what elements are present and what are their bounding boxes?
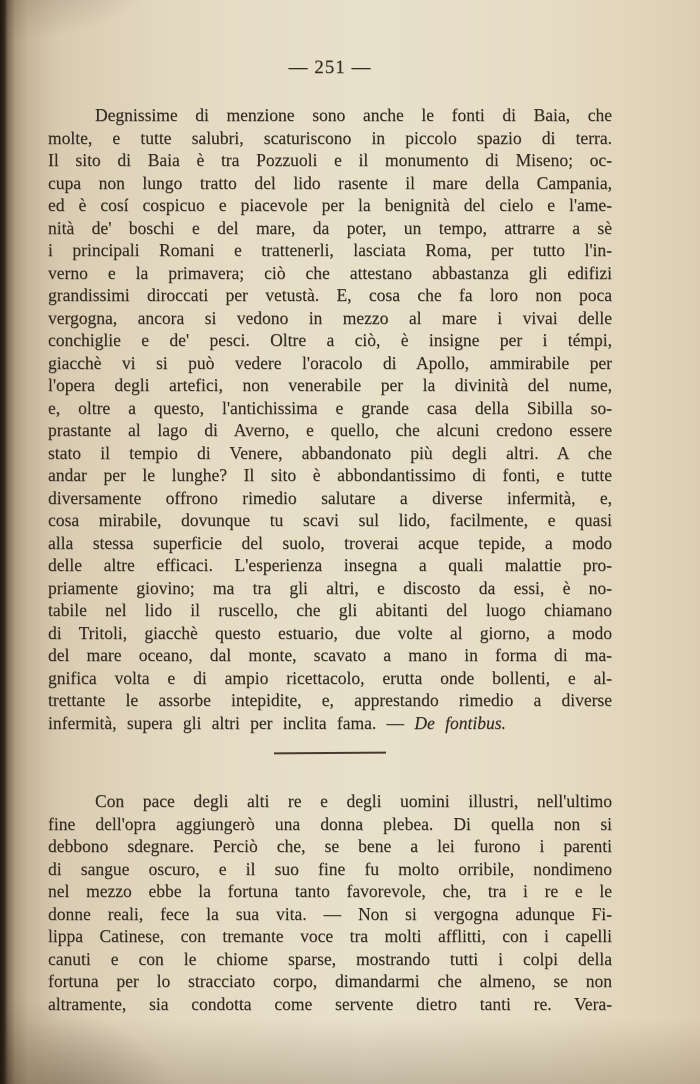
italic-text: De fontibus. <box>414 712 506 733</box>
text-line <box>48 880 612 903</box>
text-segment: tabile nel lido il ruscello, che gli abitanti del luogo chiamano <box>48 600 612 620</box>
text-line <box>48 554 612 577</box>
page-number: — 251 — <box>288 57 372 78</box>
text-segment: di sangue oscuro, e il suo fine fu molto orribile, nondimeno <box>48 858 612 879</box>
text-line <box>48 835 612 858</box>
text-segment: molte, e tutte salubri, scaturiscono in piccolo spazio di terra. <box>48 127 612 148</box>
text-line <box>48 307 612 330</box>
text-segment: nità de' boschi e del mare, da poter, un tempo, attrarre a sè <box>48 217 612 238</box>
text-line <box>48 352 612 375</box>
text-segment: trettante le assorbe intepidite, e, apprestando rimedio a diverse <box>48 690 612 710</box>
text-line <box>48 262 612 285</box>
text-line <box>48 284 612 307</box>
text-segment: delle altre efficaci. L'esperienza insegna a quali malattie pro- <box>48 555 612 575</box>
text-segment: fortuna per lo stracciato corpo, dimandarmi che almeno, se non <box>48 971 612 991</box>
text-line <box>48 858 612 881</box>
section-divider <box>274 752 386 755</box>
text-segment: nel mezzo ebbe la fortuna tanto favorevole, che, tra i re e le <box>48 881 612 901</box>
text-line <box>48 599 612 622</box>
text-segment: lippa Catinese, con tremante voce tra molti afflitti, con i capelli <box>48 926 612 946</box>
text-line <box>48 509 612 532</box>
text-line <box>48 149 612 172</box>
text-segment: priamente giovino; ma tra gli altri, e discosto da essi, è no- <box>48 577 612 598</box>
text-segment: canuti e con le chiome sparse, mostrando tutti i colpi della <box>48 948 612 969</box>
text-line <box>48 194 612 217</box>
text-segment: conchiglie e de' pesci. Oltre a ciò, è insigne per i témpi, <box>48 330 612 350</box>
text-segment: di Tritoli, giacchè questo estuario, due volte al giorno, a modo <box>48 622 612 643</box>
text-line <box>48 329 612 352</box>
text-segment: alla stessa superficie del suolo, troverai acque tepide, a modo <box>48 532 612 553</box>
text-line <box>48 442 612 465</box>
text-line <box>48 948 612 971</box>
text-line <box>48 239 612 262</box>
text-line <box>48 487 612 510</box>
text-line <box>48 622 612 645</box>
text-line <box>48 667 612 690</box>
paragraph <box>48 104 612 734</box>
text-line <box>48 532 612 555</box>
text-segment: l'opera degli artefici, non venerabile per la divinità del nume, <box>48 375 612 395</box>
text-line <box>48 903 612 926</box>
text-segment: infermità, supera gli altri per inclita fama. — <box>48 712 415 733</box>
text-segment: cupa non lungo tratto del lido rasente il mare della Campania, <box>48 172 612 193</box>
text-line <box>48 374 612 397</box>
text-segment: cosa mirabile, dovunque tu scavi sul lido, facilmente, e quasi <box>48 510 612 530</box>
text-segment: del mare oceano, dal monte, scavato a mano in forma di ma- <box>48 645 612 665</box>
text-line <box>48 104 612 127</box>
text-segment: stato il tempio di Venere, abbandonato più degli altri. A che <box>48 442 612 463</box>
text-line <box>48 689 612 712</box>
text-line <box>48 397 612 420</box>
text-segment: vergogna, ancora si vedono in mezzo al mare i vivai delle <box>48 307 612 328</box>
text-line <box>48 970 612 993</box>
text-line <box>48 127 612 150</box>
text-line <box>48 644 612 667</box>
text-line <box>48 577 612 600</box>
text-segment: gnifica volta e di ampio ricettacolo, erutta onde bollenti, e al- <box>48 667 612 688</box>
text-line <box>48 419 612 442</box>
text-segment: verno e la primavera; ciò che attestano abbastanza gli edifizi <box>48 262 612 283</box>
text-segment: prastante al lago di Averno, e quello, che alcuni credono essere <box>48 420 612 440</box>
text-line <box>48 712 612 735</box>
text-line <box>48 217 612 240</box>
text-segment: Il sito di Baia è tra Pozzuoli e il monumento di Miseno; oc- <box>48 150 612 170</box>
text-line <box>48 172 612 195</box>
text-line <box>48 790 612 813</box>
text-segment: Degnissime di menzione sono anche le fonti di Baia, che <box>95 105 612 125</box>
text-segment: donne reali, fece la sua vita. — Non si vergogna adunque Fi- <box>48 903 612 924</box>
text-segment: i principali Romani e trattenerli, lasciata Roma, per tutto l'in- <box>48 240 612 260</box>
paragraph <box>48 790 612 1015</box>
text-segment: diversamente offrono rimedio salutare a diverse infermità, e, <box>48 487 612 508</box>
text-segment: andar per le lunghe? Il sito è abbondantissimo di fonti, e tutte <box>48 465 612 485</box>
text-line <box>48 813 612 836</box>
text-line <box>48 464 612 487</box>
text-segment: giacchè vi si può vedere l'oracolo di Apollo, ammirabile per <box>48 352 612 373</box>
text-segment: Con pace degli alti re e degli uomini illustri, nell'ultimo <box>95 791 612 811</box>
text-segment: fine dell'opra aggiungerò una donna plebea. Di quella non si <box>48 813 612 834</box>
section-divider-row <box>48 752 612 754</box>
text-segment: e, oltre a questo, l'antichissima e grande casa della Sibilla so- <box>48 397 612 418</box>
text-line <box>48 925 612 948</box>
text-segment: debbono sdegnare. Perciò che, se bene a lei furono i parenti <box>48 836 612 856</box>
text-segment: altramente, sia condotta come servente dietro tanti re. Vera- <box>48 993 612 1014</box>
text-segment: ed è cosí cospicuo e piacevole per la benignità del cielo e l'ame- <box>48 195 612 215</box>
text-line <box>48 993 612 1016</box>
text-segment: grandissimi diroccati per vetustà. E, cosa che fa loro non poca <box>48 285 612 305</box>
